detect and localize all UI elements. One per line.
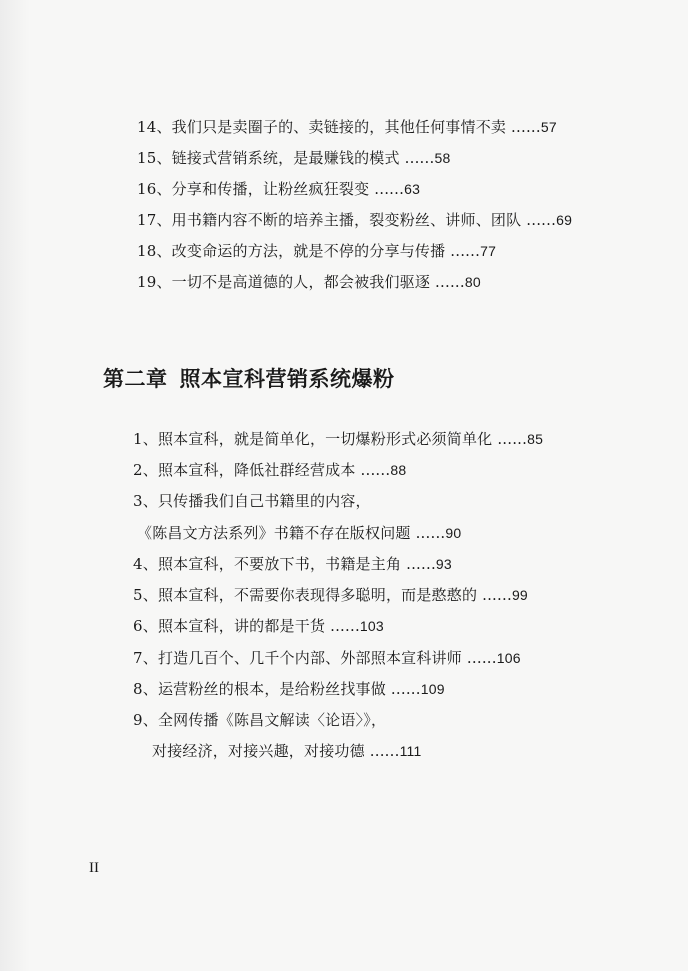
toc-entry-ch2-9-continued: [152, 741, 421, 761]
chapter-label: 第二章: [103, 366, 168, 391]
toc-entry-page: 80: [464, 274, 481, 290]
page-number: II: [89, 860, 99, 876]
toc-entry-page: 111: [399, 743, 422, 759]
toc-entry-text: 5、照本宣科，不需要你表现得多聪明，而是憨憨的 ......: [133, 586, 512, 604]
toc-entry-15: [137, 148, 450, 168]
toc-entry-page: 77: [480, 243, 497, 259]
toc-entry-page: 106: [496, 650, 521, 666]
toc-entry-19: [137, 272, 481, 292]
toc-entry-ch2-1: [133, 429, 543, 449]
toc-entry-ch2-6: [133, 616, 384, 636]
toc-entry-ch2-8: [133, 679, 445, 699]
toc-entry-18: [137, 241, 496, 261]
toc-entry-16: [137, 179, 420, 199]
toc-entry-text: 2、照本宣科，降低社群经营成本 ......: [133, 461, 391, 479]
toc-entry-text: 17、用书籍内容不断的培养主播，裂变粉丝、讲师、团队 ......: [137, 211, 557, 229]
toc-entry-page: 109: [420, 681, 445, 697]
toc-entry-14: [137, 117, 557, 137]
toc-entry-text: 4、照本宣科，不要放下书，书籍是主角 ......: [133, 555, 436, 573]
toc-entry-ch2-3-continued: [137, 523, 461, 543]
toc-entry-text: 18、改变命运的方法，就是不停的分享与传播 ......: [137, 242, 481, 260]
toc-entry-page: 85: [527, 431, 544, 447]
toc-entry-text: 19、一切不是高道德的人，都会被我们驱逐 ......: [137, 273, 465, 291]
toc-entry-ch2-5: [133, 585, 528, 605]
toc-entry-page: 99: [511, 587, 528, 603]
toc-entry-page: 57: [540, 119, 557, 135]
toc-entry-ch2-3: [133, 491, 371, 511]
toc-entry-text: 对接经济，对接兴趣，对接功德 ......: [152, 742, 400, 760]
toc-entry-ch2-2: [133, 460, 406, 480]
toc-entry-page: 90: [445, 525, 462, 541]
toc-entry-page: 58: [434, 150, 451, 166]
toc-entry-page: 63: [404, 181, 421, 197]
chapter-heading: [103, 366, 395, 392]
toc-entry-text: 1、照本宣科，就是简单化，一切爆粉形式必须简单化 ......: [133, 430, 528, 448]
toc-entry-text: 15、链接式营销系统，是最赚钱的模式 ......: [137, 149, 435, 167]
toc-entry-text: 6、照本宣科，讲的都是干货 ......: [133, 617, 360, 635]
toc-entry-page: 93: [435, 556, 452, 572]
toc-entry-ch2-9: [133, 710, 386, 730]
toc-entry-text: 14、我们只是卖圈子的、卖链接的，其他任何事情不卖 ......: [137, 118, 541, 136]
toc-entry-page: 69: [556, 212, 573, 228]
toc-entry-text: 8、运营粉丝的根本，是给粉丝找事做 ......: [133, 680, 421, 698]
toc-entry-text: 16、分享和传播，让粉丝疯狂裂变 ......: [137, 180, 405, 198]
toc-entry-ch2-7: [133, 648, 521, 668]
toc-entry-ch2-4: [133, 554, 452, 574]
toc-entry-page: 103: [359, 618, 384, 634]
toc-entry-text: 9、全网传播《陈昌文解读〈论语〉》，: [133, 711, 387, 729]
toc-entry-text: 7、打造几百个、几千个内部、外部照本宣科讲师 ......: [133, 649, 497, 667]
chapter-title-text: 照本宣科营销系统爆粉: [179, 366, 395, 391]
toc-entry-page: 88: [390, 462, 407, 478]
toc-entry-text: 《陈昌文方法系列》书籍不存在版权问题 ......: [137, 524, 446, 542]
toc-entry-17: [137, 210, 572, 230]
toc-entry-text: 3、只传播我们自己书籍里的内容，: [133, 492, 371, 510]
